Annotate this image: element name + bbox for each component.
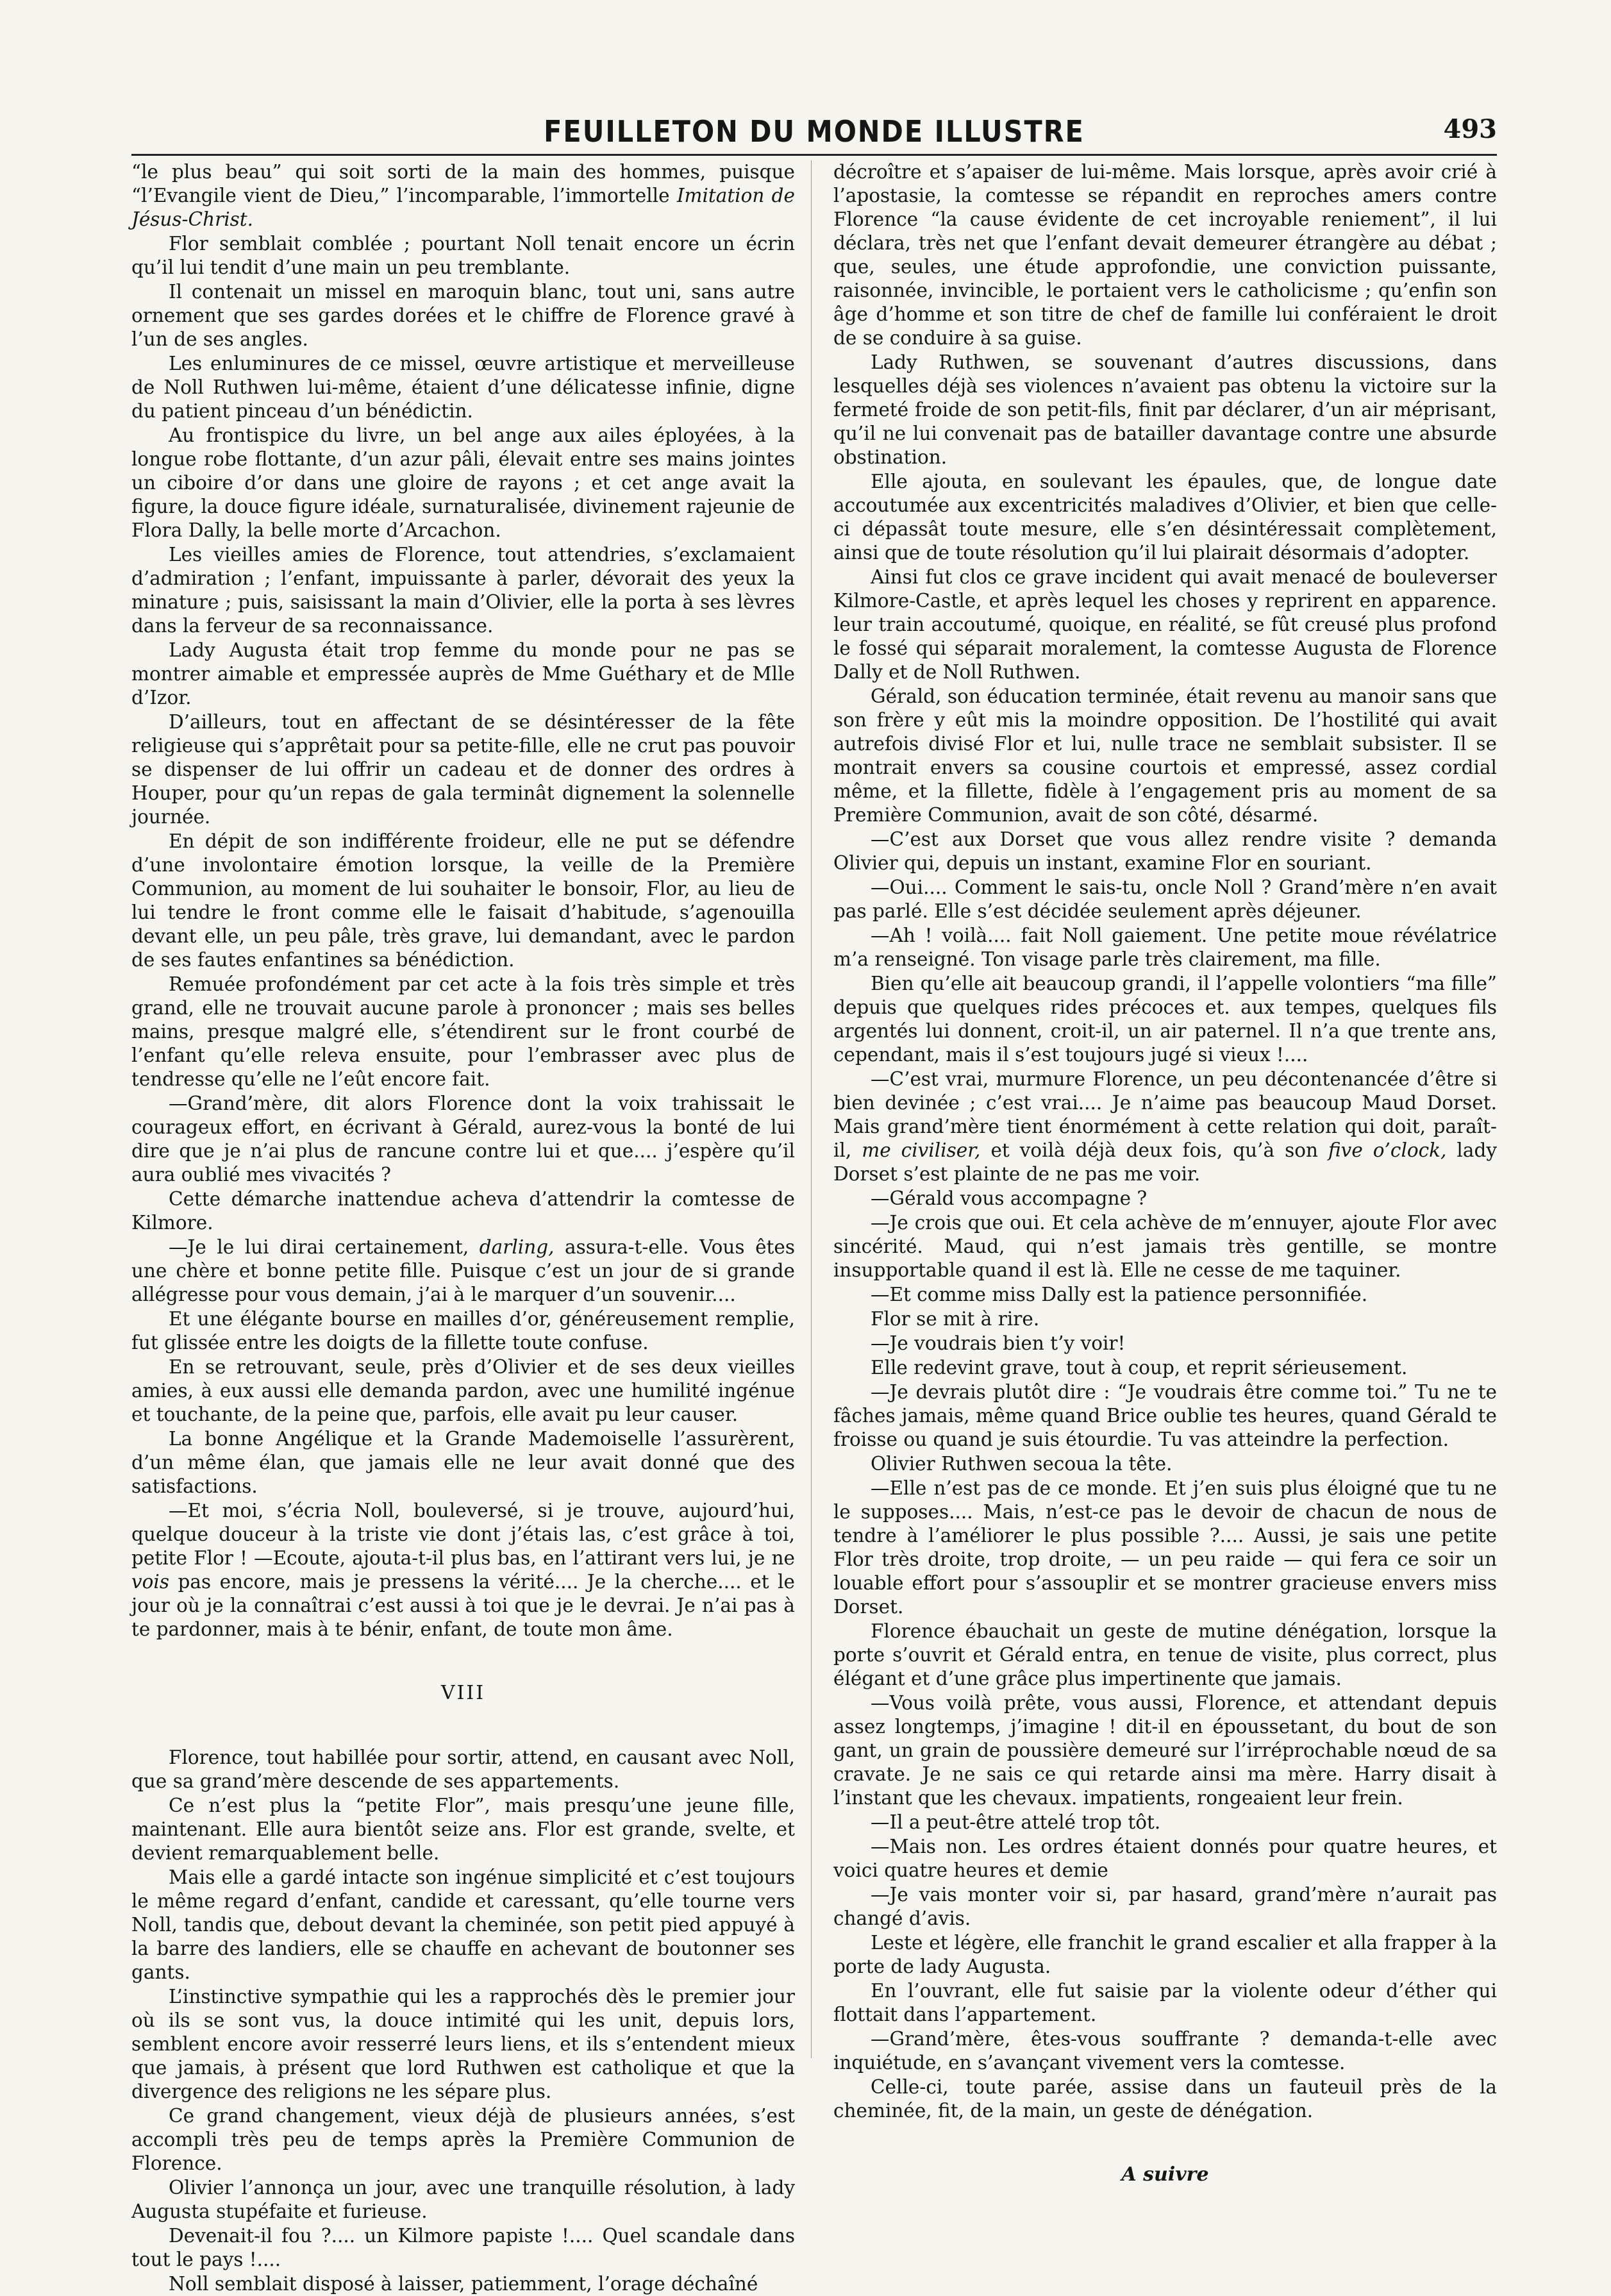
paragraph: —Et moi, s’écria Noll, bouleversé, si je trouve, aujourd’hui, quelque douceur à la triste vie dont j’étais las, c’est grâce à toi, petite Flor ! —Ecoute, ajouta-t-il plus bas, en l’attirant vers lui, je ne vois pas encore, mais je pressens la vérité.... Je la cherche.... et le jour où je la connaîtrai c’est aussi à toi que je le devrai. Je n’ai pas à te pardonner, mais à te bénir, enfant, de toute mon âme. — [131, 1500, 795, 1640]
paragraph: —Mais non. Les ordres étaient donnés pour quatre heures, et voici quatre heures et demie — [833, 1836, 1497, 1881]
to-be-continued: A suivre — [1121, 2163, 1209, 2186]
paragraph: Et une élégante bourse en mailles d’or, généreusement remplie, fut glissée entre les doigts de la fillette toute confuse. — [131, 1308, 795, 1353]
paragraph: —Oui.... Comment le sais-tu, oncle Noll ? Grand’mère n’en avait pas parlé. Elle s’est décidée seulement après déjeuner. — [833, 876, 1497, 922]
paragraph: Elle ajouta, en soulevant les épaules, que, de longue date accoutumée aux excentricités maladives d’Olivier, et bien que celle-ci dépassât toute mesure, elle s’en désintéressait complètement, ainsi que de toute résolution qu’il lui plairait désormais d’adopter. — [833, 471, 1497, 564]
paragraph: —Vous voilà prête, vous aussi, Florence, et attendant depuis assez longtemps, j’imagine ! dit-il en époussetant, du bout de son gant, un grain de poussière demeuré sur l’irréprochable nœud de sa cravate. Je ne sais ce qui retarde ainsi ma mère. Harry disait à l’instant que les chevaux. impatients, rongeaient leur frein. — [833, 1692, 1497, 1809]
paragraph: En se retrouvant, seule, près d’Olivier et de ses deux vieilles amies, à eux aussi elle demanda pardon, avec une humilité ingénue et touchante, de la peine que, parfois, elle avait pu leur causer. — [131, 1356, 795, 1425]
paragraph: —Gérald vous accompagne ? — [871, 1187, 1148, 1209]
paragraph: —Grand’mère, dit alors Florence dont la voix trahissait le courageux effort, en écrivant à Gérald, aurez-vous la bonté de lui dire que je n’ai plus de rancune contre lui et que.... j’espère qu’il aura oublié mes vivacités ? — [131, 1093, 795, 1186]
right-column — [833, 160, 1497, 2225]
paragraph: —Il a peut-être attelé trop tôt. — [871, 1811, 1161, 1833]
paragraph: En l’ouvrant, elle fut saisie par la violente odeur d’éther qui flottait dans l’appartement. — [833, 1980, 1497, 2025]
paragraph: —Grand’mère, êtes-vous souffrante ? demanda-t-elle avec inquiétude, en s’avançant vivement vers la comtesse. — [833, 2028, 1497, 2074]
paragraph: Il contenait un missel en maroquin blanc, tout uni, sans autre ornement que ses gardes dorées et le chiffre de Florence gravé à l’un de ses angles. — [131, 281, 795, 350]
paragraph: D’ailleurs, tout en affectant de se désintéresser de la fête religieuse qui s’apprêtait pour sa petite-fille, elle ne crut pas pouvoir se dispenser de lui offrir un cadeau et de donner des ordres à Houper, pour qu’un repas de gala terminât dignement la solennelle journée. — [131, 711, 795, 828]
paragraph: “le plus beau” qui soit sorti de la main des hommes, puisque “l’Evangile vient de Dieu,” l’incomparable, l’immortelle Imitation de Jésus-Christ. — [131, 161, 795, 230]
page-header — [131, 109, 1497, 156]
paragraph: décroître et s’apaiser de lui-même. Mais lorsque, après avoir crié à l’apostasie, la comtesse se répandit en reproches amers contre Florence “la cause évidente de cet incroyable reniement”, il lui déclara, très net que l’enfant devait demeurer étrangère au débat ; que, seules, une étude approfondie, une conviction puissante, raisonnée, invincible, le portaient vers le catholicisme ; qu’enfin son âge d’homme et son titre de chef de famille lui conféraient le droit de se conduire à sa guise. — [833, 161, 1497, 349]
paragraph: —Je crois que oui. Et cela achève de m’ennuyer, ajoute Flor avec sincérité. Maud, qui n’est jamais très gentille, se montre insupportable quand il est là. Elle ne cesse de me taquiner. — [833, 1212, 1497, 1281]
paragraph: Devenait-il fou ?.... un Kilmore papiste !.... Quel scandale dans tout le pays !.... — [131, 2225, 795, 2270]
paragraph: En dépit de son indifférente froideur, elle ne put se défendre d’une involontaire émotion lorsque, la veille de la Première Communion, au moment de lui souhaiter le bonsoir, Flor, au lieu de lui tendre le front comme elle le faisait d’habitude, s’agenouilla devant elle, un peu pâle, très grave, lui demandant, avec le pardon de ses fautes enfantines sa bénédiction. — [131, 830, 795, 971]
paragraph: —Je le lui dirai certainement, darling, assura-t-elle. Vous êtes une chère et bonne petite fille. Puisque c’est un jour de si grande allégresse pour vous demain, j’ai à le marquer d’un souvenir.... — [131, 1236, 795, 1305]
paragraph: Au frontispice du livre, un bel ange aux ailes éployées, à la longue robe flottante, d’un azur pâli, élevait entre ses mains jointes un ciboire d’or dans une gloire de rayons ; et cet ange avait la figure, la douce figure idéale, surnaturalisée, divinement rajeunie de Flora Dally, la belle morte d’Arcachon. — [131, 424, 795, 541]
paragraph: Noll semblait disposé à laisser, patiemment, l’orage déchaîné — [169, 2273, 758, 2295]
paragraph: La bonne Angélique et la Grande Mademoiselle l’assurèrent, d’un même élan, que jamais elle ne leur avait donné que des satisfactions. — [131, 1428, 795, 1497]
paragraph: Elle redevint grave, tout à coup, et reprit sérieusement. — [871, 1357, 1408, 1378]
page-number: 493 — [1443, 114, 1497, 144]
paragraph: Cette démarche inattendue acheva d’attendrir la comtesse de Kilmore. — [131, 1188, 795, 1234]
paragraph: Lady Ruthwen, se souvenant d’autres discussions, dans lesquelles déjà ses violences n’avaient pas obtenu la victoire sur la fermeté froide de son petit-fils, finit par déclarer, d’un air méprisant, qu’il ne lui convenait pas de batailler davantage contre une absurde obstination. — [833, 351, 1497, 468]
left-column — [131, 160, 795, 2295]
paragraph: Remuée profondément par cet acte à la fois très simple et très grand, elle ne trouvait aucune parole à prononcer ; mais ses belles mains, presque malgré elle, s’étendirent sur le front courbé de l’enfant qu’elle releva ensuite, pour l’embrasser avec plus de tendresse qu’elle ne l’eût encore fait. — [131, 973, 795, 1090]
paragraph: Bien qu’elle ait beaucoup grandi, il l’appelle volontiers “ma fille” depuis que quelques rides précoces et. aux tempes, quelques fils argentés lui donnent, croit-il, un air paternel. Il n’a que trente ans, cependant, mais il s’est toujours jugé si vieux !.... — [833, 973, 1497, 1066]
paragraph: —Je voudrais bien t’y voir! — [871, 1332, 1126, 1354]
running-title: FEUILLETON DU MONDE ILLUSTRE — [544, 114, 1085, 149]
paragraph: Gérald, son éducation terminée, était revenu au manoir sans que son frère y eût mis la moindre opposition. De l’hostilité qui avait autrefois divisé Flor et lui, nulle trace ne semblait subsister. Il se montrait envers sa cousine courtois et empressé, assez cordial même, et la fillette, fidèle à l’engagement pris au moment de sa Première Communion, avait de son côté, désarmé. — [833, 685, 1497, 826]
paragraph: —C’est aux Dorset que vous allez rendre visite ? demanda Olivier qui, depuis un instant, examine Flor en souriant. — [833, 828, 1497, 874]
paragraph: Mais elle a gardé intacte son ingénue simplicité et c’est toujours le même regard d’enfant, candide et caressant, qu’elle tourne vers Noll, tandis que, debout devant la cheminée, son petit pied appuyé à la barre des landiers, elle se chauffe en achevant de boutonner ses gants. — [131, 1866, 795, 1983]
paragraph: —Ah ! voilà.... fait Noll gaiement. Une petite moue révélatrice m’a renseigné. Ton visage parle très clairement, ma fille. — [833, 925, 1497, 970]
paragraph: —Je vais monter voir si, par hasard, grand’mère n’aurait pas changé d’avis. — [833, 1884, 1497, 1929]
paragraph: Ce n’est plus la “petite Flor”, mais presqu’une jeune fille, maintenant. Elle aura bientôt seize ans. Flor est grande, svelte, et devient remarquablement belle. — [131, 1795, 795, 1864]
paragraph: Florence, tout habillée pour sortir, attend, en causant avec Noll, que sa grand’mère descende de ses appartements. — [131, 1747, 795, 1792]
paragraph: Leste et légère, elle franchit le grand escalier et alla frapper à la porte de lady Augusta. — [833, 1932, 1497, 1977]
paragraph: Lady Augusta était trop femme du monde pour ne pas se montrer aimable et empressée auprès de Mme Guéthary et de Mlle d’Izor. — [131, 639, 795, 708]
column-divider — [811, 160, 812, 2058]
paragraph: Flor semblait comblée ; pourtant Noll tenait encore un écrin qu’il lui tendit d’une main un peu tremblante. — [131, 233, 795, 278]
paragraph: L’instinctive sympathie qui les a rapprochés dès le premier jour où ils se sont vus, la douce intimité qui les unit, depuis lors, semblent encore avoir resserré leurs liens, et ils s’entendent mieux que jamais, à présent que lord Ruthwen est catholique et que la divergence des religions ne les sépare plus. — [131, 1986, 795, 2102]
paragraph: —Je devrais plutôt dire : “Je voudrais être comme toi.” Tu ne te fâches jamais, même quand Brice oublie tes heures, quand Gérald te froisse ou quand je suis étourdie. Tu vas atteindre la perfection. — [833, 1381, 1497, 1450]
paragraph: Flor se mit à rire. — [871, 1308, 1040, 1330]
paragraph: Olivier Ruthwen secoua la tête. — [871, 1453, 1173, 1475]
paragraph: —Et comme miss Dally est la patience personnifiée. — [871, 1284, 1368, 1305]
paragraph: Olivier l’annonça un jour, avec une tranquille résolution, à lady Augusta stupéfaite et furieuse. — [131, 2177, 795, 2222]
paragraph: Les vieilles amies de Florence, tout attendries, s’exclamaient d’admiration ; l’enfant, impuissante à parler, dévorait des yeux la minature ; puis, saisissant la main d’Olivier, elle la porta à ses lèvres dans la ferveur de sa reconnaissance. — [131, 544, 795, 637]
paragraph: Ce grand changement, vieux déjà de plusieurs années, s’est accompli très peu de temps après la Première Communion de Florence. — [131, 2105, 795, 2174]
chapter-heading: VIII — [440, 1682, 486, 1704]
paragraph: —C’est vrai, murmure Florence, un peu décontenancée d’être si bien devinée ; c’est vrai.... Je n’aime pas beaucoup Maud Dorset. Mais grand’mère tient énormément à cette relation qui doit, paraît-il, me civiliser, et voilà déjà deux fois, qu’à son five o’clock, lady Dorset s’est plainte de ne pas me voir. — [833, 1068, 1497, 1185]
paragraph: —Elle n’est pas de ce monde. Et j’en suis plus éloigné que tu ne le supposes.... Mais, n’est-ce pas le devoir de chacun de nous de tendre à l’améliorer le plus possible ?.... Aussi, je sais une petite Flor très droite, trop droite, — un peu raide — qui fera ce soir un louable effort pour s’assouplir et se montrer gracieuse envers miss Dorset. — [833, 1477, 1497, 1618]
paragraph: Florence ébauchait un geste de mutine dénégation, lorsque la porte s’ouvrit et Gérald entra, en tenue de visite, plus correct, plus élégant et d’une grâce plus impertinente que jamais. — [833, 1620, 1497, 1689]
paragraph: Celle-ci, toute parée, assise dans un fauteuil près de la cheminée, fit, de la main, un geste de dénégation. — [833, 2076, 1497, 2122]
paragraph: Ainsi fut clos ce grave incident qui avait menacé de bouleverser Kilmore-Castle, et après lequel les choses y reprirent en apparence. leur train accoutumé, quoique, en réalité, se fût creusé plus profond le fossé qui séparait moralement, la comtesse Augusta de Florence Dally et de Noll Ruthwen. — [833, 566, 1497, 683]
paragraph: Les enluminures de ce missel, œuvre artistique et merveilleuse de Noll Ruthwen lui-même, étaient d’une délicatesse infinie, digne du patient pinceau d’un bénédictin. — [131, 353, 795, 422]
